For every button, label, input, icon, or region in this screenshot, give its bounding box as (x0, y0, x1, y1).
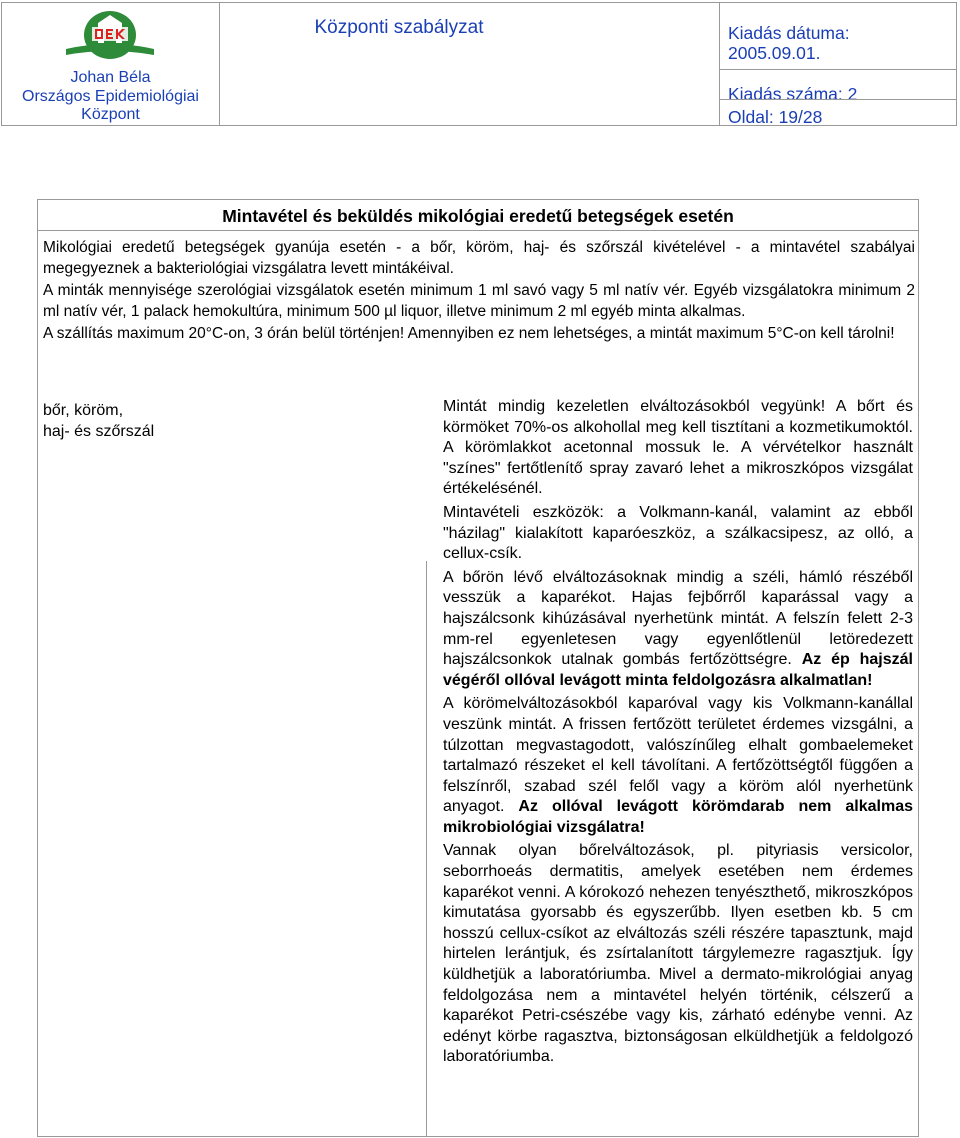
instructions-column (443, 397, 913, 1071)
organization-name (2, 69, 219, 125)
section-intro (43, 238, 915, 347)
issue-date: 2005.09.01. (728, 43, 821, 63)
sample-type-label-line: bőr, köröm, (43, 402, 124, 419)
warning-text: Az ép hajszál végéről ollóval levágott minta feldolgozásra alkalmatlan! (443, 651, 913, 689)
meta-divider (719, 99, 956, 100)
section-title: Mintavétel és beküldés mikológiai eredetű betegségek esetén (222, 206, 734, 226)
oek-logo-icon (62, 9, 158, 67)
header-title-cell (219, 3, 720, 125)
sample-type-label (43, 401, 154, 442)
header-meta-cell (719, 3, 956, 125)
intro-paragraph: A minták mennyisége szerológiai vizsgálatok esetén minimum 1 ml savó vagy 5 ml natív vér. Egyéb vizsgálatokra minimum 2 ml natív vér, 1 palack hemokultúra, minimum 500 µl liquor, illetve minimum 2 ml egyéb minta alkalmas. (43, 282, 915, 320)
title-divider (38, 230, 918, 231)
document-header (1, 2, 957, 126)
instruction-text: A körömelváltozásokból kaparóval vagy kis Volkmann-kanállal veszünk mintát. A frissen fertőzött területet érdemes vizsgálni, a túlzottan megvastagodott, valószínűleg elhalt gombaelemeket tartalmazó részeket el kell távolítani. A fertőzöttségtől függően a felszínről, szabad szél felől vagy a köröm alól nyerhetünk anyagot. (443, 695, 913, 816)
document-title: Központi szabályzat (314, 17, 484, 38)
instruction-paragraph (443, 694, 913, 838)
instruction-paragraph: Mintát mindig kezeletlen elváltozásokból vegyünk! A bőrt és körmöket 70%-os alkohollal meg kell tisztítani a kozmetikumoktól. A körömlakkot acetonnal mossuk le. A vérvételkor használt "színes" fertőtlenítő spray zavaró lehet a mikroszkópos vizsgálat értékelésénél. (443, 398, 913, 498)
issue-number: Kiadás száma: 2 (728, 84, 858, 104)
issue-date-label: Kiadás dátuma: (728, 23, 850, 43)
intro-paragraph: A szállítás maximum 20°C-on, 3 órán belül történjen! Amennyiben ez nem lehetséges, a mintát maximum 5°C-on kell tárolni! (43, 325, 895, 342)
instruction-paragraph (443, 568, 913, 692)
org-line-1: Johan Béla (70, 69, 151, 86)
sample-type-label-line: haj- és szőrszál (43, 422, 155, 440)
instruction-text: A bőrön lévő elváltozásoknak mindig a széli, hámló részéből vesszük a kaparékot. Hajas fejbőrről kaparással vagy a hajszálcsonk kihúzásával nyerhetünk mintát. A felszín felett 2-3 mm-rel egyenletesen vagy egyenlőtlenül letöredezett hajszálcsonkok utalnak gombás fertőzöttségre. (443, 568, 913, 669)
instruction-paragraph: Mintavételi eszközök: a Volkmann-kanál, valamint az ebből "házilag" kialakított kaparóeszköz, a szálkacsipesz, az olló, a cellux-csík. (443, 503, 913, 563)
intro-paragraph: Mikológiai eredetű betegségek gyanúja esetén - a bőr, köröm, haj- és szőrszál kivételével - a mintavétel szabályai megegyeznek a bakteriológiai vizsgálatra levett mintákéival. (43, 239, 915, 277)
warning-text: Az ollóval levágott körömdarab nem alkalmas mikrobiológiai vizsgálatra! (443, 798, 914, 836)
page-number: Oldal: 19/28 (728, 107, 823, 127)
meta-divider (719, 69, 956, 70)
instruction-paragraph: Vannak olyan bőrelváltozások, pl. pityriasis versicolor, seborrhoeás dermatitis, amelyek esetében nem érdemes kaparékot venni. A kórokozó nehezen tenyészthető, mikroszkópos kimutatása gyorsabb és egyszerűbb. Ilyen esetben kb. 5 cm hosszú cellux-csíkot az elváltozás széli részére tapasztunk, majd hirtelen lerántjuk, és zsírtalanított tárgylemezre ragasztjuk. Így küldhetjük a laboratóriumba. Mivel a dermato-mikrológiai anyag feldolgozása nem a mintavétel helyén történik, célszerű a kaparékot Petri-csészébe vagy kis, zárható edénybe venni. Az edényt körbe ragasztva, biztonságosan elküldhetjük a feldolgozó laboratóriumba. (443, 842, 913, 1066)
header-org-cell (2, 3, 220, 125)
org-line-3: Központ (81, 106, 140, 123)
label-column-divider (38, 561, 427, 1136)
org-line-2: Országos Epidemiológiai (22, 87, 199, 105)
